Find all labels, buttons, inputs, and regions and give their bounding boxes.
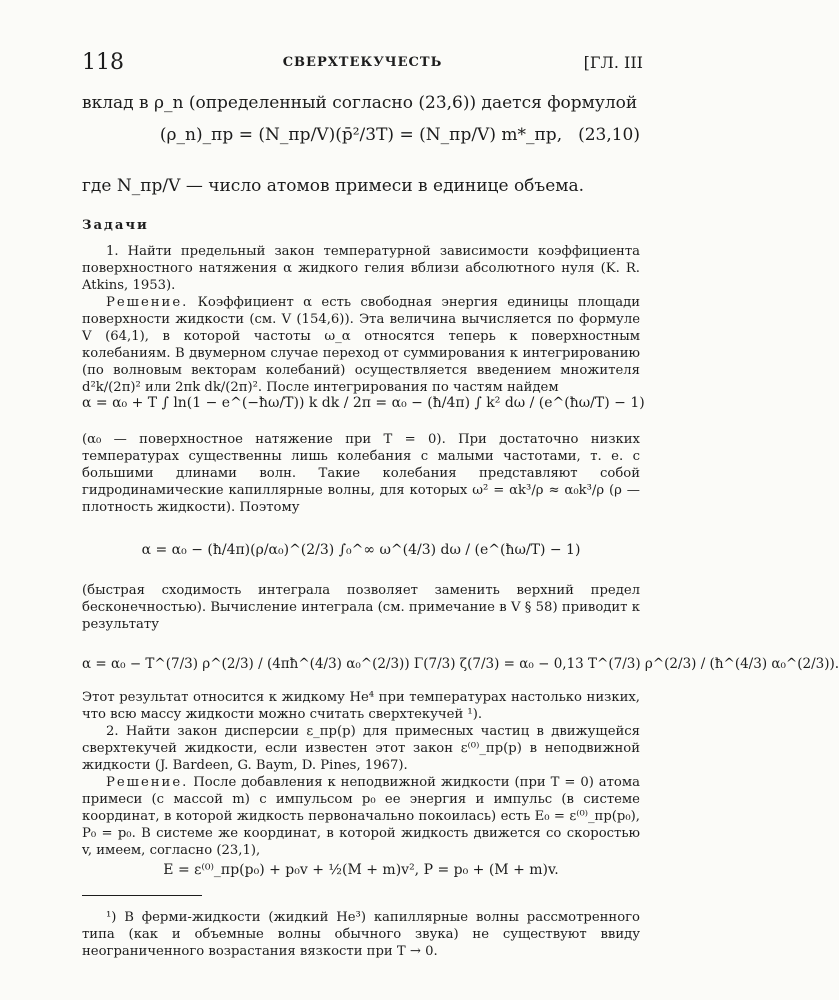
equation-23-10-formula: (ρ_n)_пр = (N_пр/V)(p̄²/3T) = (N_пр/V) m*_пр, (159, 125, 563, 145)
running-header (82, 50, 643, 76)
equation-alpha-integral: α = α₀ + T ∫ ln(1 − e^(−ħω/T)) k dk / 2π = α₀ − (ħ/4π) ∫ k² dω / (e^(ħω/T) − 1) (82, 395, 645, 411)
problems-heading: Задачи (82, 218, 149, 233)
equation-23-10 (82, 124, 640, 146)
problem-2-statement: 2. Найти закон дисперсии ε_пр(p) для примесных частиц в движущейся сверхтекучей жидкости, если известен этот закон ε⁽⁰⁾_пр(p) в неподвижной жидкости (J. Bardeen, G. Baym, D. Pines, 1967). (82, 724, 640, 773)
solution-label: Решение. (106, 775, 189, 790)
footnote: ¹) В ферми-жидкости (жидкий He³) капиллярные волны рассмотренного типа (как и объемные волны обычного звука) не существуют ввиду неограниченного возрастания вязкости при T → 0. (82, 910, 640, 959)
after-equation-text: где N_пр/V — число атомов примеси в единице объема. (82, 176, 585, 196)
equation-number: (23,10) (578, 125, 640, 145)
solution-label: Решение. (106, 295, 189, 310)
equation-energy-momentum: E = ε⁽⁰⁾_пр(p₀) + p₀v + ½(M + m)v², P = p₀ + (M + m)v. (163, 862, 559, 878)
problem-2-solution (82, 775, 640, 860)
equation-alpha-omega: α = α₀ − (ħ/4π)(ρ/α₀)^(2/3) ∫₀^∞ ω^(4/3) dω / (e^(ħω/T) − 1) (141, 542, 581, 558)
problem-2-solution-text: После добавления к неподвижной жидкости (при T = 0) атома примеси (с массой m) с импульсом p₀ ее энергия и импульс (в системе координат, в которой жидкость первоначально покоилась) есть E₀ = ε⁽⁰⁾_пр(p₀), P₀ = p₀. В системе же координат, в которой жидкость движется со скоростью v, имеем, согласно (23,1), (82, 775, 640, 858)
page-number: 118 (82, 50, 124, 75)
equation-alpha-result: α = α₀ − T^(7/3) ρ^(2/3) / (4πħ^(4/3) α₀^(2/3)) Γ(7/3) ζ(7/3) = α₀ − 0,13 T^(7/3) ρ^(2/3) / (ħ^(4/3) α₀^(2/3)). (82, 656, 839, 672)
problem-1-solution-text: Коэффициент α есть свободная энергия единицы площади поверхности жидкости (см. V (154,6)). Эта величина вычисляется по формуле V (64,1), в которой частоты ω_α относятся теперь к поверхностным колебаниям. В двумерном случае переход от суммирования к интегрированию (по волновым векторам колебаний) осуществляется введением множителя d²k/(2π)² или 2πk dk/(2π)². После интегрирования по частям найдем (82, 295, 640, 395)
running-title: СВЕРХТЕКУЧЕСТЬ (282, 55, 443, 70)
footnote-divider (82, 895, 202, 896)
problem-1-text-3: (быстрая сходимость интеграла позволяет заменить верхний предел бесконечностью). Вычисление интеграла (см. примечание в V § 58) приводит к результату (82, 583, 640, 632)
chapter-label: [ГЛ. III (583, 53, 643, 72)
problem-1-statement: 1. Найти предельный закон температурной зависимости коэффициента поверхностного натяжения α жидкого гелия вблизи абсолютного нуля (K. R. Atkins, 1953). (82, 244, 640, 293)
problem-1-text-2: (α₀ — поверхностное натяжение при T = 0). При достаточно низких температурах существенны лишь колебания с малыми частотами, т. е. с большими длинами волн. Такие колебания представляют собой гидродинамические капиллярные волны, для которых ω² = αk³/ρ ≈ α₀k³/ρ (ρ — плотность жидкости). Поэтому (82, 432, 640, 515)
problem-1-solution (82, 295, 640, 396)
problem-1-text-4: Этот результат относится к жидкому He⁴ при температурах настолько низких, что всю массу жидкости можно считать сверхтекучей ¹). (82, 690, 640, 722)
intro-line: вклад в ρ_n (определенный согласно (23,6)) дается формулой (82, 93, 638, 113)
